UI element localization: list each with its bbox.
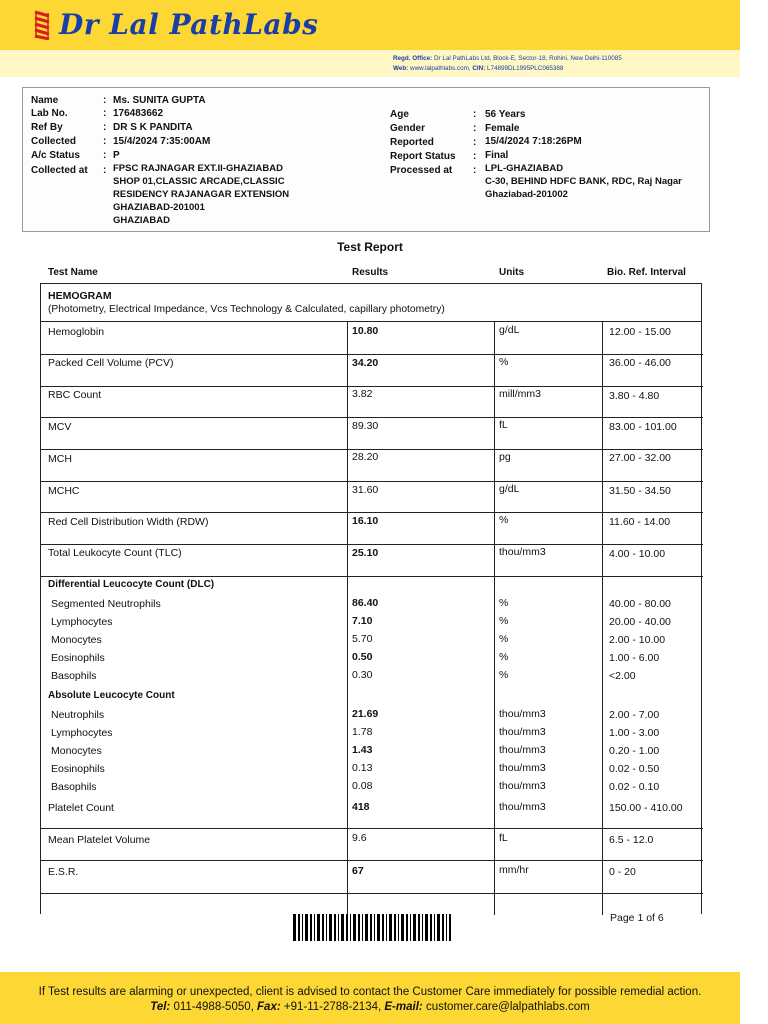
gender-label: Gender [390,123,426,134]
header-subband [0,50,740,77]
age-label: Age [390,109,409,120]
brand-logo [33,8,318,41]
email-link[interactable]: customer.care@lalpathlabs.com [425,1001,590,1013]
collected-time: 15/4/2024 7:35:00AM [113,136,211,147]
phone-link[interactable]: 011-4988-5050, [173,1001,254,1013]
col-results: Results [352,267,389,278]
section-title: HEMOGRAM [48,290,112,302]
report-status-label: Report Status [390,151,456,162]
collected-at-label: Collected at [31,165,88,176]
patient-name: Ms. SUNITA GUPTA [113,95,206,106]
footer-advice: If Test results are alarming or unexpected, client is advised to contact the Customer Care immediately for possible remedial action. [38,986,702,998]
reported-label: Reported [390,137,434,148]
collected-at-4: GHAZIABAD-201001 [113,202,205,213]
processed-at-3: Ghaziabad-201002 [485,189,568,200]
report-title: Test Report [337,240,403,254]
col-units: Units [499,267,524,278]
collected-at-5: GHAZIABAD [113,215,170,226]
alc-title: Absolute Leucocyte Count [48,690,175,701]
ref-label: Ref By [31,122,63,133]
footer-contact: Tel: 011-4988-5050, Fax: +91-11-2788-2134, E-mail: customer.care@lalpathlabs.com [150,1001,590,1013]
collected-label: Collected [31,136,77,147]
ac-status-label: A/c Status [31,150,80,161]
col-ref-interval: Bio. Ref. Interval [607,267,686,278]
footer-band [0,972,740,1024]
brand-name: Dr Lal PathLabs [59,8,319,41]
processed-at-label: Processed at [390,165,453,176]
regd-office: Regd. Office: Dr Lal PathLabs Ltd, Block-E, Sector-18, Rohini, New Delhi-110085 Web: www.lalpathlabs.com, CIN: L74899DL1995PLC065388 [393,55,622,72]
results-table: HEMOGRAM (Photometry, Electrical Impedance, Vcs Technology & Calculated, capillary photometry) Hemoglobin 10.80 g/dL 12.00 - 15.00 Packed Cell Volume (PCV) 34.20 % 36.00 - 46.00 RBC Count 3.82 mill/mm3 3.80 - 4.80 MCV 89.30 fL 83.00 - 101.00 MCH 28.20 pg 27.00 - 32.00 MCHC 31.60 g/dL 31.50 - 34.50 Red Cell Distribution Width (RDW) 16.10 % 11.60 - 14.00 Total Leukocyte Count (TLC) 25.10 thou/mm3 4.00 - 10.00 Differential Leucocyte Count (DLC) Segmented Neutrophils 86.40 % 40.00 - 80.00 Lymphocytes 7.10 % 20.00 - 40.00 Monocytes 5.70 % 2.00 - 10.00 Eosinophils 0.50 % 1.00 - 6.00 Basophils 0.30 % <2.00 Absolute Leucocyte Count Neutrophils 21.69 thou/mm3 2.00 - 7.00 Lymphocytes 1.78 thou/mm3 1.00 - 3.00 Monocytes 1.43 thou/mm3 0.20 - 1.00 Eosinophils 0.13 thou/mm3 0.02 - 0.50 Basophils 0.08 thou/mm3 0.02 - 0.10 Platelet Count 418 thou/mm3 150.00 - 410.00 Mean Platelet Volume 9.6 fL 6.5 - 12.0 E.S.R. 67 mm/hr 0 - 20 [40,283,702,914]
collected-at-2: SHOP 01,CLASSIC ARCADE,CLASSIC [113,176,285,187]
hemogram-header [41,284,701,322]
patient-info-box: Name : Ms. SUNITA GUPTA Lab No. : 176483662 Ref By : DR S K PANDITA Collected : 15/4/2024 7:35:00AM A/c Status : P Collected at : FPSC RAJNAGAR EXT.II-GHAZIABAD SHOP 01,CLASSIC ARCADE,CLASSIC RESIDENCY RAJANAGAR EXTENSION GHAZIABAD-201001 GHAZIABAD Age : 56 Years Gender : Female Reported : 15/4/2024 7:18:26PM Report Status : Final Processed at : LPL-GHAZIABAD C-30, BEHIND HDFC BANK, RDC, Raj Nagar Ghaziabad-201002 [22,87,710,232]
name-label: Name [31,95,59,106]
report-status: Final [485,150,509,161]
helix-logo-icon [33,10,51,40]
collected-at-3: RESIDENCY RAJANAGAR EXTENSION [113,189,290,200]
age-value: 56 Years [485,109,526,120]
processed-at-2: C-30, BEHIND HDFC BANK, RDC, Raj Nagar [485,176,682,187]
barcode-icon [293,914,451,941]
collected-at-1: FPSC RAJNAGAR EXT.II-GHAZIABAD [113,163,283,174]
gender-value: Female [485,123,520,134]
col-test-name: Test Name [48,267,98,278]
ref-by: DR S K PANDITA [113,122,193,133]
processed-at-1: LPL-GHAZIABAD [485,163,564,174]
page-number: Page 1 of 6 [610,912,664,924]
ac-status: P [113,150,120,161]
section-method: (Photometry, Electrical Impedance, Vcs Technology & Calculated, capillary photometry) [48,304,445,315]
lab-label: Lab No. [31,108,68,119]
lab-number: 176483662 [113,108,164,119]
dlc-title: Differential Leucocyte Count (DLC) [48,579,215,590]
reported-time: 15/4/2024 7:18:26PM [485,136,582,147]
